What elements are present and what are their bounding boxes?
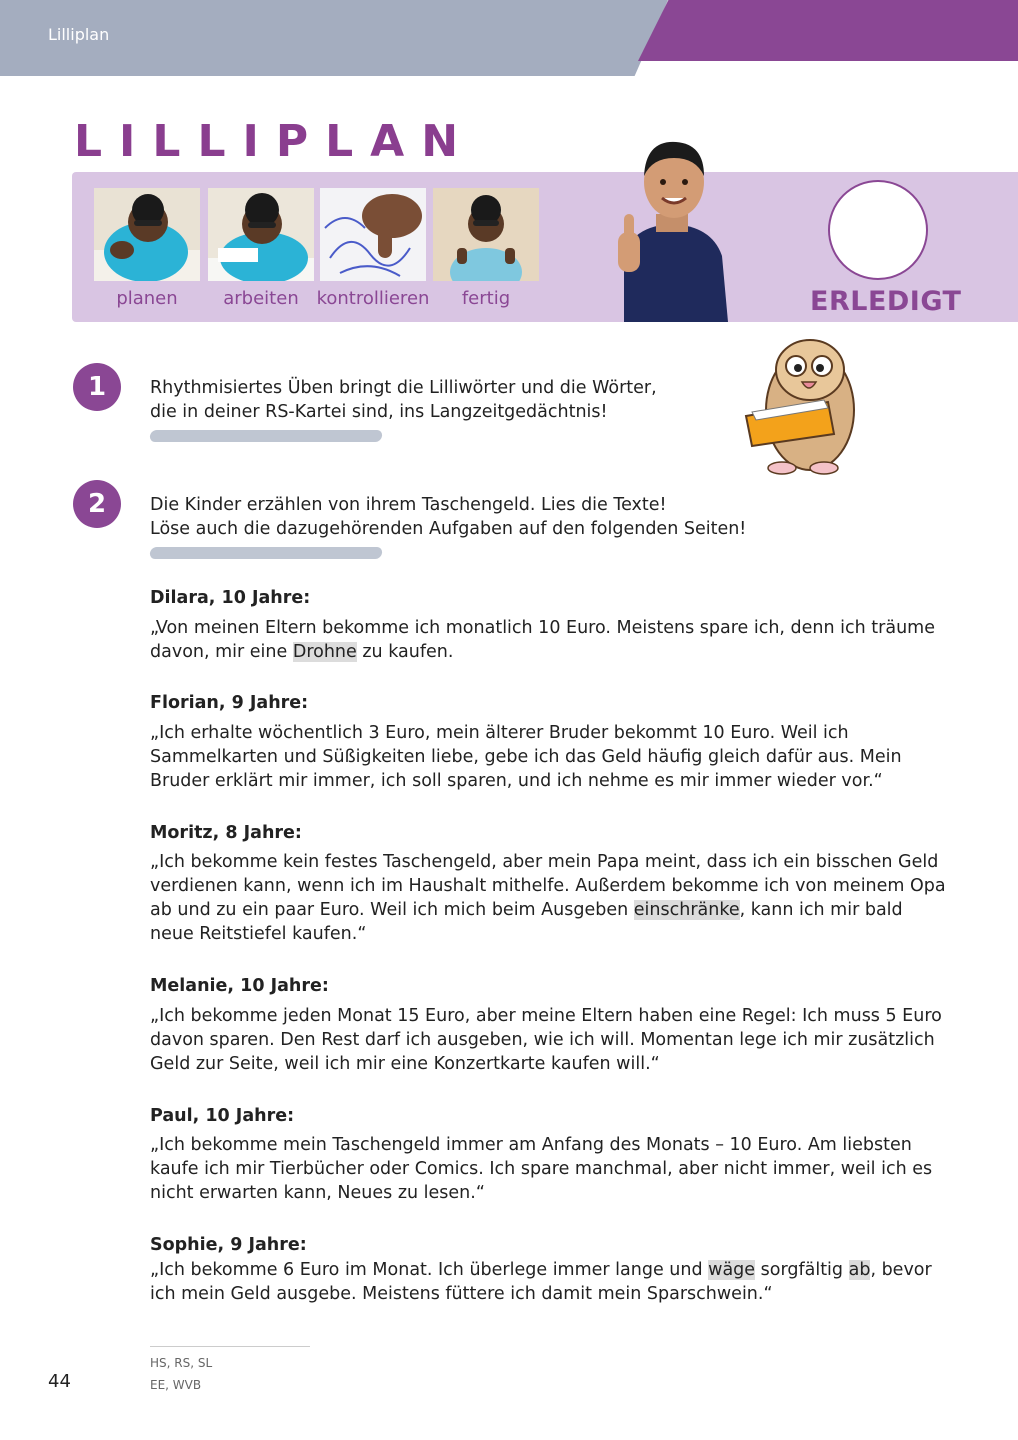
story-text-moritz — [150, 850, 950, 946]
header-title: Lilliplan — [48, 25, 110, 44]
task-number-1: 1 — [73, 363, 121, 411]
story-text-part: sorgfältig — [755, 1260, 849, 1280]
step-planen — [94, 188, 202, 309]
story-text-part: , bevor ich mein Geld ausgebe. Meistens füttere ich damit mein Sparschwein.“ — [150, 1260, 932, 1304]
story-name-paul: Paul, 10 Jahre: — [150, 1106, 295, 1126]
boy-thumbs-up-illustration — [612, 136, 732, 322]
done-checkbox-circle[interactable] — [828, 180, 928, 280]
story-text-paul: „Ich bekomme mein Taschengeld immer am Anfang des Monats – 10 Euro. Am liebsten kaufe ich mir Tierbücher oder Comics. Ich spare manchmal, aber nicht immer, weil ich es nicht erwarten kann, Neues zu lesen.“ — [150, 1135, 933, 1203]
task-2-underline — [149, 547, 383, 559]
photo-checking — [320, 188, 426, 281]
page-title: LILLIPLAN — [74, 116, 476, 167]
task-2-line-2: Löse auch die dazugehörenden Aufgaben auf den folgenden Seiten! — [150, 519, 747, 539]
story-text-sophie — [150, 1258, 950, 1306]
step-label-arbeiten: arbeiten — [223, 288, 299, 309]
step-label-kontrollieren: kontrollieren — [316, 288, 430, 309]
story-text-part: „Ich bekomme kein festes Taschengeld, aber mein Papa meint, dass ich ein bisschen Geld verdienen kann, wenn ich im Haushalt mithelfe. Außerdem bekomme ich von meinem Opa ab und zu ein paar Euro. Weil ich mich beim Ausgeben — [150, 852, 946, 920]
story-text-part: , kann ich mir bald neue Reitstiefel kaufen.“ — [150, 900, 903, 944]
owl-mascot-illustration — [738, 330, 868, 480]
highlighted-word: wäge — [708, 1260, 756, 1280]
task-2-text — [150, 493, 746, 541]
task-1-line-1: Rhythmisiertes Üben bringt die Lilliwörter und die Wörter, — [150, 378, 657, 398]
story-text-dilara — [150, 616, 950, 664]
story-text-part: zu kaufen. — [356, 642, 454, 662]
story-text-florian: „Ich erhalte wöchentlich 3 Euro, mein älterer Bruder bekommt 10 Euro. Weil ich Sammelkarten und Süßigkeiten liebe, gebe ich das Geld häufig gleich dafür aus. Mein Bruder erklärt mir immer, ich soll sparen, und ich nehme es mir immer wieder vor.“ — [150, 723, 902, 791]
story-name-melanie: Melanie, 10 Jahre: — [150, 976, 329, 996]
story-name-moritz: Moritz, 8 Jahre: — [150, 823, 302, 843]
step-fertig — [433, 188, 541, 309]
task-2-line-1: Die Kinder erzählen von ihrem Taschengeld. Lies die Texte! — [150, 495, 667, 515]
header-accent — [638, 0, 1018, 61]
highlighted-word: einschränke — [633, 900, 740, 920]
photo-planning — [94, 188, 200, 281]
task-number-2: 2 — [73, 480, 121, 528]
footer-note-2: EE, WVB — [150, 1378, 202, 1392]
step-label-fertig: fertig — [461, 288, 511, 309]
highlighted-word: Drohne — [292, 642, 357, 662]
photo-working — [208, 188, 314, 281]
step-label-planen: planen — [116, 288, 178, 309]
page-number: 44 — [48, 1371, 71, 1392]
story-name-sophie: Sophie, 9 Jahre: — [150, 1235, 307, 1255]
footer-divider — [150, 1346, 310, 1347]
task-1-line-2: die in deiner RS-Kartei sind, ins Langzeitgedächtnis! — [150, 402, 608, 422]
task-1-underline — [149, 430, 383, 442]
highlighted-word: ab — [848, 1260, 871, 1280]
footer-note-1: HS, RS, SL — [150, 1356, 213, 1370]
done-label: ERLEDIGT — [810, 286, 962, 317]
step-kontrollieren — [316, 188, 430, 309]
story-text-part: „Von meinen Eltern bekomme ich monatlich 10 Euro. Meistens spare ich, denn ich träume davon, mir eine — [150, 618, 935, 662]
story-text-melanie: „Ich bekomme jeden Monat 15 Euro, aber meine Eltern haben eine Regel: Ich muss 5 Euro davon sparen. Den Rest darf ich ausgeben, wie ich will. Momentan lege ich mir zusätzlich Geld zur Seite, weil ich mir eine Konzertkarte kaufen will.“ — [150, 1006, 942, 1074]
story-name-dilara: Dilara, 10 Jahre: — [150, 588, 311, 608]
photo-finished — [433, 188, 539, 281]
story-text-part: „Ich bekomme 6 Euro im Monat. Ich überlege immer lange und — [150, 1260, 709, 1280]
step-arbeiten — [208, 188, 316, 309]
task-1-text — [150, 376, 657, 424]
story-name-florian: Florian, 9 Jahre: — [150, 693, 309, 713]
